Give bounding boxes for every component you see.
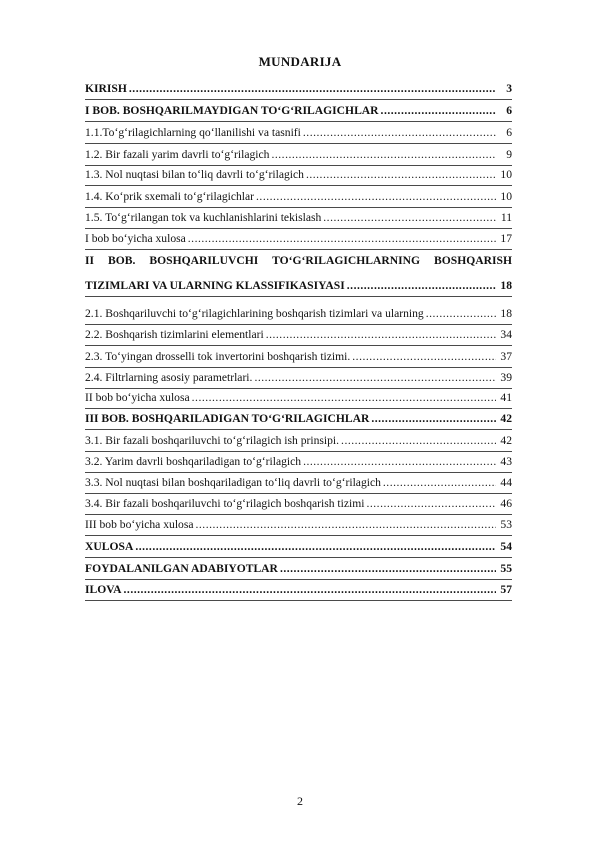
- toc-entry-page: 46: [500, 497, 512, 510]
- toc-entry-page: 39: [500, 371, 512, 384]
- toc-entry-kirish[interactable]: [85, 79, 512, 100]
- toc-entry-title: 3.1. Bir fazali boshqariluvchi to‘g‘rilagich ish prinsipi.: [85, 434, 340, 447]
- toc-entry-title: 1.1.To‘g‘rilagichlarning qo‘llanilishi va tasnifi: [85, 126, 301, 139]
- toc-entry-page: 41: [500, 391, 512, 404]
- toc-entry-page: 53: [500, 518, 512, 531]
- toc-entry-1-5[interactable]: [85, 208, 512, 229]
- page-number: 2: [297, 794, 303, 808]
- toc-entry-2-2[interactable]: [85, 325, 512, 346]
- toc-entry-chapter-3[interactable]: [85, 409, 512, 430]
- toc-entry-title: II bob bo‘yicha xulosa: [85, 391, 190, 404]
- toc-entry-title: FOYDALANILGAN ADABIYOTLAR: [85, 562, 278, 575]
- toc-entry-page: 44: [500, 476, 512, 489]
- toc-entry-chapter-3-summary[interactable]: [85, 515, 512, 536]
- toc-entry-page: 57: [500, 583, 512, 596]
- toc-entry-references[interactable]: [85, 559, 512, 580]
- toc-entry-title: ILOVA: [85, 583, 122, 596]
- toc-entry-page: 17: [500, 232, 512, 245]
- toc-entry-2-1[interactable]: [85, 304, 512, 325]
- toc-entry-title: 2.1. Boshqariluvchi to‘g‘rilagichlarining boshqarish tizimlari va ularning: [85, 307, 424, 320]
- toc-entry-3-2[interactable]: [85, 452, 512, 473]
- toc-entry-3-4[interactable]: [85, 494, 512, 515]
- toc-entry-title: 2.2. Boshqarish tizimlarini elementlari: [85, 328, 264, 341]
- toc-entry-page: 43: [500, 455, 512, 468]
- toc-entry-page: 54: [500, 540, 512, 553]
- toc-entry-xulosa[interactable]: [85, 537, 512, 558]
- toc-entry-chapter-2-line1[interactable]: II BOB. BOSHQARILUVCHI TO‘G‘RILAGICHLARNING BOSHQARISH: [85, 254, 512, 267]
- toc-entry-appendix[interactable]: [85, 580, 512, 601]
- toc-entry-page: 3: [506, 82, 512, 95]
- toc-entry-title: 3.2. Yarim davrli boshqariladigan to‘g‘rilagich: [85, 455, 302, 468]
- toc-entry-title: 3.3. Nol nuqtasi bilan boshqariladigan to‘liq davrli to‘g‘rilagich: [85, 476, 381, 489]
- toc-entry-chapter-2-summary[interactable]: [85, 388, 512, 409]
- toc-entry-chapter-1-summary[interactable]: [85, 229, 512, 250]
- toc-entry-title: 2.3. To‘yingan drosselli tok invertorini boshqarish tizimi.: [85, 350, 351, 363]
- toc-entry-2-4[interactable]: [85, 368, 512, 389]
- toc-entry-page: 18: [500, 279, 512, 292]
- toc-entry-1-2[interactable]: [85, 145, 512, 166]
- toc-entry-page: 10: [500, 190, 512, 203]
- toc-entry-1-1[interactable]: [85, 123, 512, 144]
- toc-entry-title: I BOB. BOSHQARILMAYDIGAN TO‘G‘RILAGICHLAR: [85, 104, 379, 117]
- toc-entry-page: 6: [506, 126, 512, 139]
- toc-entry-page: 42: [500, 412, 512, 425]
- toc-entry-title: 1.5. To‘g‘rilangan tok va kuchlanishlarini tekislash: [85, 211, 322, 224]
- toc-entry-3-3[interactable]: [85, 473, 512, 494]
- toc-entry-title: 1.2. Bir fazali yarim davrli to‘g‘rilagich: [85, 148, 270, 161]
- toc-entry-page: 9: [506, 148, 512, 161]
- toc-entry-title: III BOB. BOSHQARILADIGAN TO‘G‘RILAGICHLAR: [85, 412, 370, 425]
- page-title: MUNDARIJA: [258, 54, 342, 69]
- toc-entry-3-1[interactable]: [85, 431, 512, 452]
- toc-entry-title: KIRISH: [85, 82, 127, 95]
- toc-entry-1-4[interactable]: [85, 187, 512, 208]
- toc-entry-chapter-1[interactable]: [85, 101, 512, 122]
- toc-entry-title: III bob bo‘yicha xulosa: [85, 518, 194, 531]
- toc-entry-page: 42: [500, 434, 512, 447]
- toc-entry-page: 34: [500, 328, 512, 341]
- toc-entry-title: 1.3. Nol nuqtasi bilan to‘liq davrli to‘g‘rilagich: [85, 168, 304, 181]
- toc-entry-chapter-2[interactable]: [85, 276, 512, 297]
- toc-entry-page: 18: [500, 307, 512, 320]
- toc-entry-1-3[interactable]: [85, 165, 512, 186]
- toc-entry-title: 2.4. Filtrlarning asosiy parametrlari.: [85, 371, 253, 384]
- toc-entry-title: I bob bo‘yicha xulosa: [85, 232, 186, 245]
- toc-entry-page: 55: [500, 562, 512, 575]
- toc-entry-title: 3.4. Bir fazali boshqariluvchi to‘g‘rilagich boshqarish tizimi: [85, 497, 365, 510]
- toc-entry-page: 11: [500, 211, 512, 224]
- toc-entry-page: 6: [506, 104, 512, 117]
- toc-entry-title: 1.4. Ko‘prik sxemali to‘g‘rilagichlar: [85, 190, 255, 203]
- toc-entry-title: XULOSA: [85, 540, 134, 553]
- toc-entry-title: TIZIMLARI VA ULARNING KLASSIFIKASIYASI: [85, 279, 345, 292]
- toc-entry-page: 37: [500, 350, 512, 363]
- toc-entry-page: 10: [500, 168, 512, 181]
- toc-entry-2-3[interactable]: [85, 347, 512, 368]
